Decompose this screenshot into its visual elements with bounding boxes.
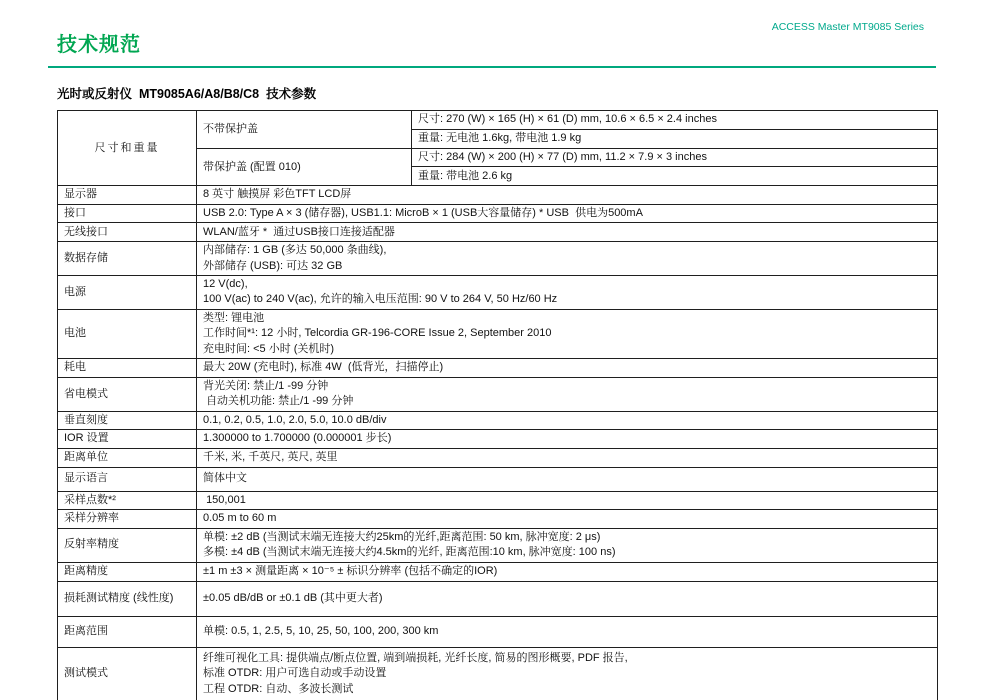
row-label: 测试模式 — [58, 647, 197, 700]
row-value: 千米, 米, 千英尺, 英尺, 英里 — [197, 448, 938, 467]
table-row — [58, 242, 938, 276]
table-row — [58, 359, 938, 378]
row-value: 8 英寸 触摸屏 彩色TFT LCD屏 — [197, 186, 938, 204]
table-row — [58, 467, 938, 491]
value-line: 背光关闭: 禁止/1 -99 分钟 — [203, 380, 329, 393]
row-value — [197, 647, 938, 700]
table-row — [58, 223, 938, 242]
row-label: 电池 — [58, 309, 197, 358]
row-value: USB 2.0: Type A × 3 (储存器), USB1.1: MicroB × 1 (USB大容量储存) * USB 供电为500mA — [197, 204, 938, 222]
row-label: 采样点数*² — [58, 491, 197, 509]
value-line: 多模: ±4 dB (当测试末端无连接大约4.5km的光纤, 距离范围:10 km, 脉冲宽度: 100 ns) — [203, 546, 616, 558]
value-line: 单模: ±2 dB (当测试末端无连接大约25km的光纤,距离范围: 50 km, 脉冲宽度: 2 μs) — [203, 530, 601, 543]
row-value: 简体中文 — [197, 467, 938, 491]
row-value — [197, 242, 938, 276]
value-line: 工程 OTDR: 自动、多波长测试 — [203, 682, 354, 695]
title-divider-rule — [48, 66, 936, 68]
row-value: 1.300000 to 1.700000 (0.000001 步长) — [197, 430, 938, 448]
value-line: 12 V(dc), — [203, 278, 248, 291]
table-row — [58, 309, 938, 358]
row-value: WLAN/蓝牙 * 通过USB接口连接适配器 — [197, 223, 938, 242]
row-label: 反射率精度 — [58, 528, 197, 562]
table-row — [58, 510, 938, 528]
row-label: 采样分辨率 — [58, 510, 197, 528]
table-row — [58, 562, 938, 581]
page-title: 技术规范 — [57, 34, 141, 56]
row-label: 无线接口 — [58, 223, 197, 242]
dims-variant-label: 不带保护盖 — [197, 111, 412, 149]
table-row — [58, 528, 938, 562]
spec-table-body — [58, 111, 938, 700]
row-label: 数据存储 — [58, 242, 197, 276]
dims-weight-label: 尺寸和重量 — [58, 111, 197, 186]
table-row — [58, 276, 938, 310]
row-value: 最大 20W (充电时), 标准 4W (低背光，扫描停止) — [197, 359, 938, 378]
row-value: 0.1, 0.2, 0.5, 1.0, 2.0, 5.0, 10.0 dB/div — [197, 411, 938, 429]
table-row — [58, 411, 938, 429]
value-line: 自动关机功能: 禁止/1 -99 分钟 — [203, 395, 354, 408]
row-label: 垂直刻度 — [58, 411, 197, 429]
section-heading: 光时或反射仪 MT9085A6/A8/B8/C8 技术参数 — [57, 87, 317, 101]
table-row — [58, 647, 938, 700]
value-line: 内部储存: 1 GB (多达 50,000 条曲线), — [203, 244, 387, 257]
row-label: 距离范围 — [58, 616, 197, 647]
row-value — [197, 528, 938, 562]
value-line: 类型: 锂电池 — [203, 311, 265, 324]
table-row — [58, 491, 938, 509]
dims-weight-value: 重量: 无电池 1.6kg, 带电池 1.9 kg — [412, 130, 938, 149]
row-label: 接口 — [58, 204, 197, 222]
value-line: 纤维可视化工具: 提供端点/断点位置, 端到端损耗, 光纤长度, 简易的图形概要, PDF 报告, — [203, 651, 628, 664]
table-row-dimensions — [58, 111, 938, 130]
row-label: 距离单位 — [58, 448, 197, 467]
row-label: 损耗测试精度 (线性度) — [58, 581, 197, 616]
table-row — [58, 581, 938, 616]
row-label: 显示器 — [58, 186, 197, 204]
table-row — [58, 616, 938, 647]
table-row — [58, 186, 938, 204]
row-value: 单模: 0.5, 1, 2.5, 5, 10, 25, 50, 100, 200, 300 km — [197, 616, 938, 647]
row-value: 0.05 m to 60 m — [197, 510, 938, 528]
row-value: ±1 m ±3 × 测量距离 × 10⁻⁵ ± 标识分辨率 (包括不确定的IOR) — [197, 562, 938, 581]
row-label: 耗电 — [58, 359, 197, 378]
row-label: 距离精度 — [58, 562, 197, 581]
table-row — [58, 204, 938, 222]
value-line: 外部储存 (USB): 可达 32 GB — [203, 259, 343, 272]
row-label: IOR 设置 — [58, 430, 197, 448]
value-line: 标准 OTDR: 用户可选自动或手动设置 — [203, 667, 387, 680]
row-label: 电源 — [58, 276, 197, 310]
dims-size-value: 尺寸: 284 (W) × 200 (H) × 77 (D) mm, 11.2 × 7.9 × 3 inches — [412, 149, 938, 167]
row-value — [197, 378, 938, 412]
dims-weight-value: 重量: 带电池 2.6 kg — [412, 167, 938, 186]
row-value — [197, 276, 938, 310]
dims-variant-label: 带保护盖 (配置 010) — [197, 149, 412, 186]
row-value: ±0.05 dB/dB or ±0.1 dB (其中更大者) — [197, 581, 938, 616]
table-row — [58, 430, 938, 448]
value-line: 充电时间: <5 小时 (关机时) — [203, 342, 335, 355]
row-value: 150,001 — [197, 491, 938, 509]
row-value — [197, 309, 938, 358]
dims-size-value: 尺寸: 270 (W) × 165 (H) × 61 (D) mm, 10.6 × 6.5 × 2.4 inches — [412, 111, 938, 130]
table-row — [58, 448, 938, 467]
value-line: 100 V(ac) to 240 V(ac), 允许的输入电压范围: 90 V to 264 V, 50 Hz/60 Hz — [203, 293, 558, 306]
table-row — [58, 378, 938, 412]
row-label: 显示语言 — [58, 467, 197, 491]
spec-table — [57, 110, 938, 700]
product-series-header: ACCESS Master MT9085 Series — [771, 21, 924, 33]
value-line: 工作时间*¹: 12 小时, Telcordia GR-196-CORE Issue 2, September 2010 — [203, 327, 552, 340]
row-label: 省电模式 — [58, 378, 197, 412]
